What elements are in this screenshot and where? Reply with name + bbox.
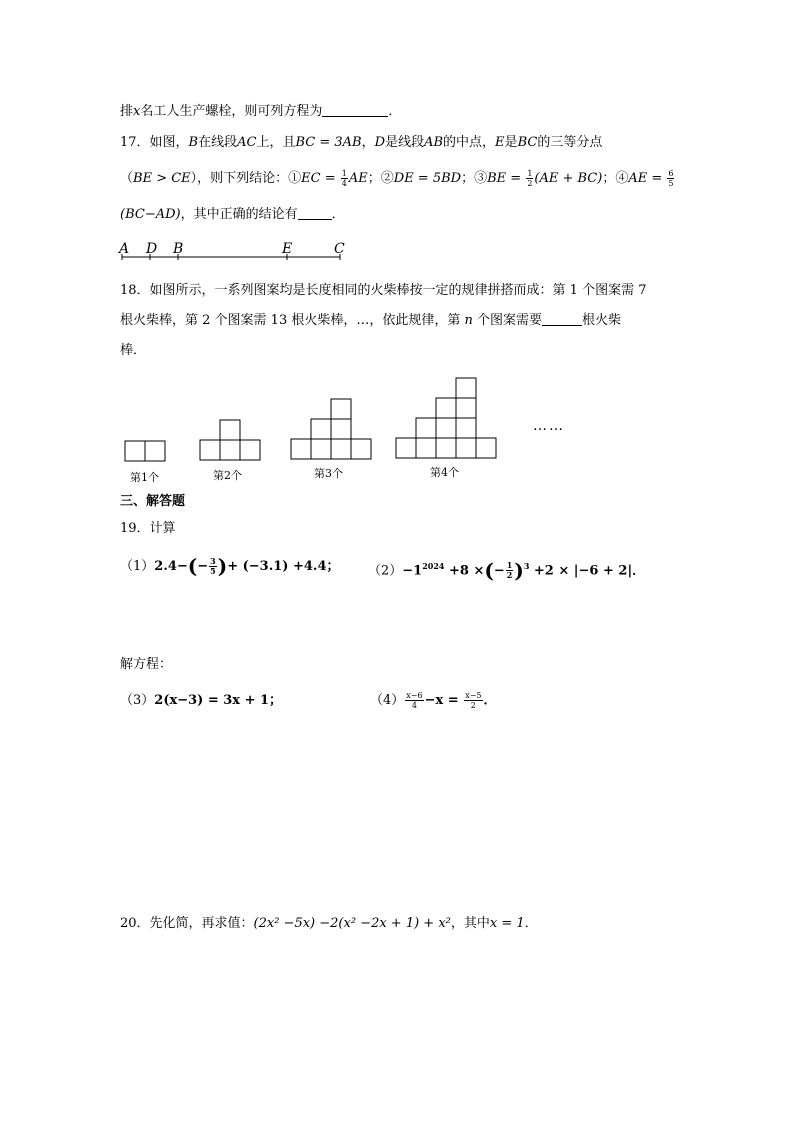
q17-var: D: [374, 135, 386, 150]
q17-var: E: [495, 135, 505, 150]
q17-condition: BE > CE: [133, 171, 191, 186]
expr: −1: [402, 563, 423, 579]
pattern-caption-4: 第4个: [430, 466, 459, 479]
point-label-e: E: [282, 241, 293, 257]
solve-title: 解方程：: [120, 657, 173, 672]
numerator: 1: [341, 169, 347, 178]
numerator: 1: [506, 560, 513, 571]
q18-line3: 棒．: [120, 343, 147, 358]
q17-var: B: [188, 135, 199, 150]
denominator: 4: [411, 701, 417, 710]
q17-formula: BC = 3AB: [295, 135, 362, 150]
equation: −x =: [424, 693, 464, 708]
pattern-caption-2: 第2个: [213, 469, 242, 482]
numerator: x−6: [406, 691, 423, 700]
conclusion-4: AE =: [628, 171, 667, 186]
exponent: 3: [523, 561, 530, 571]
denominator: 5: [668, 179, 674, 188]
q19-part1: （1）2.4−(− $\frac{3}{5}$ )+ (−3.1) +4.4；: [120, 554, 340, 578]
conclusion-3-b: (AE + BC): [534, 171, 603, 186]
part-label: （3）: [120, 693, 155, 708]
q16-end: ．: [388, 104, 402, 119]
denominator: 2: [506, 570, 513, 581]
q18-line1: 18．如图所示，一系列图案均是长度相同的火柴棒按一定的规律拼搭而成：第 1 个图案需 7: [120, 283, 647, 298]
conclusion-3: BE =: [487, 171, 526, 186]
q17-var: BC: [517, 135, 538, 150]
q20-end: ．: [524, 916, 538, 931]
q18-var: n: [464, 313, 473, 328]
q17-end: ．: [331, 207, 345, 222]
q19-part4: [370, 691, 497, 711]
conclusion-2: DE = 5BD: [393, 171, 462, 186]
equation-end: ．: [483, 693, 497, 708]
q17-text: （: [120, 171, 134, 186]
q19-title: 19．计算: [120, 521, 176, 536]
numerator: 1: [527, 169, 533, 178]
q17-sep: ；③: [461, 171, 488, 186]
q20-expression: (2x² −5x) −2(x² −2x + 1) + x²: [253, 916, 451, 931]
ellipsis: ……: [533, 418, 565, 434]
q16-text: 排: [120, 104, 134, 119]
pattern-1: [125, 441, 165, 461]
exponent: 2024: [422, 561, 445, 571]
numerator: 6: [668, 169, 674, 178]
denominator: 4: [341, 179, 347, 188]
part-label: （2）: [368, 563, 403, 579]
q16-var: x: [133, 104, 141, 119]
q20-line: [120, 914, 538, 934]
q18-text: 根火柴: [582, 313, 622, 328]
expr: +2 × |−6 + 2|．: [529, 563, 646, 579]
fraction: [506, 561, 514, 580]
q17-text: 在线段: [198, 135, 238, 150]
q20-text: ，其中: [450, 916, 490, 931]
q16-text-b: 名工人生产螺栓，则可列方程为: [140, 104, 323, 119]
expr: +8 ×: [444, 563, 485, 579]
expr: + (−3.1) +4.4；: [227, 559, 340, 574]
fraction: [464, 691, 482, 710]
fraction: [405, 691, 423, 710]
pattern-caption-3: 第3个: [314, 467, 343, 480]
pattern-3: [291, 399, 371, 459]
paren-close: ): [514, 558, 524, 583]
numerator: x−5: [465, 691, 482, 700]
denominator: 2: [527, 179, 533, 188]
q20-text: 20．先化简，再求值：: [120, 916, 254, 931]
q17-num: 17．如图，: [120, 135, 189, 150]
q18-text: 个图案需要: [472, 313, 542, 328]
section-heading: 三、解答题: [120, 494, 186, 509]
part-label: （4）: [370, 693, 405, 708]
q18-text: 根火柴棒，第 2 个图案需 13 根火柴棒，…，依此规律，第: [120, 313, 465, 328]
paren-close: ): [217, 554, 228, 578]
pattern-2: [200, 420, 260, 460]
q17-text: 是: [504, 135, 518, 150]
q17-text: ，: [361, 135, 375, 150]
q17-text: 上，且: [256, 135, 296, 150]
q19-part2: $(2)-1^{2024} +8$ ×(− $\frac{1}{2}$ )$^3$ +2 × |−6 + 2|．: [368, 558, 646, 583]
q17-text: 的中点，: [443, 135, 496, 150]
expr: 2.4−: [154, 559, 188, 574]
pattern-4: [396, 378, 496, 458]
paren-open: (: [187, 554, 198, 578]
q17-text: 是线段: [385, 135, 425, 150]
paren-open: (: [484, 558, 494, 583]
q18-line2: [120, 311, 621, 331]
q17-expr: (BC−AD): [120, 207, 181, 222]
answer-blank[interactable]: [542, 311, 582, 326]
fraction: [209, 557, 217, 576]
q17-text: ），则下列结论：①: [190, 171, 302, 186]
q20-condition: x = 1: [489, 916, 525, 931]
q19-part3: [120, 691, 282, 711]
denominator: 2: [470, 701, 476, 710]
q17-var: AB: [424, 135, 444, 150]
q17-sep: ；②: [367, 171, 394, 186]
q17-var: AC: [237, 135, 257, 150]
pattern-caption-1: 第1个: [130, 471, 159, 484]
numerator: 3: [210, 556, 216, 566]
q17-text: ，其中正确的结论有: [180, 207, 298, 222]
point-label-d: D: [146, 241, 158, 257]
equation: 2(x−3) = 3x + 1；: [154, 693, 283, 708]
q17-sep: ；④: [602, 171, 629, 186]
point-label-c: C: [334, 241, 345, 257]
point-label-b: B: [173, 241, 184, 257]
point-label-a: A: [119, 241, 130, 257]
conclusion-1-b: AE: [348, 171, 368, 186]
q17-text: 的三等分点: [537, 135, 603, 150]
conclusion-1: EC =: [301, 171, 340, 186]
part-label: （1）: [120, 559, 155, 574]
denominator: 5: [210, 566, 216, 576]
